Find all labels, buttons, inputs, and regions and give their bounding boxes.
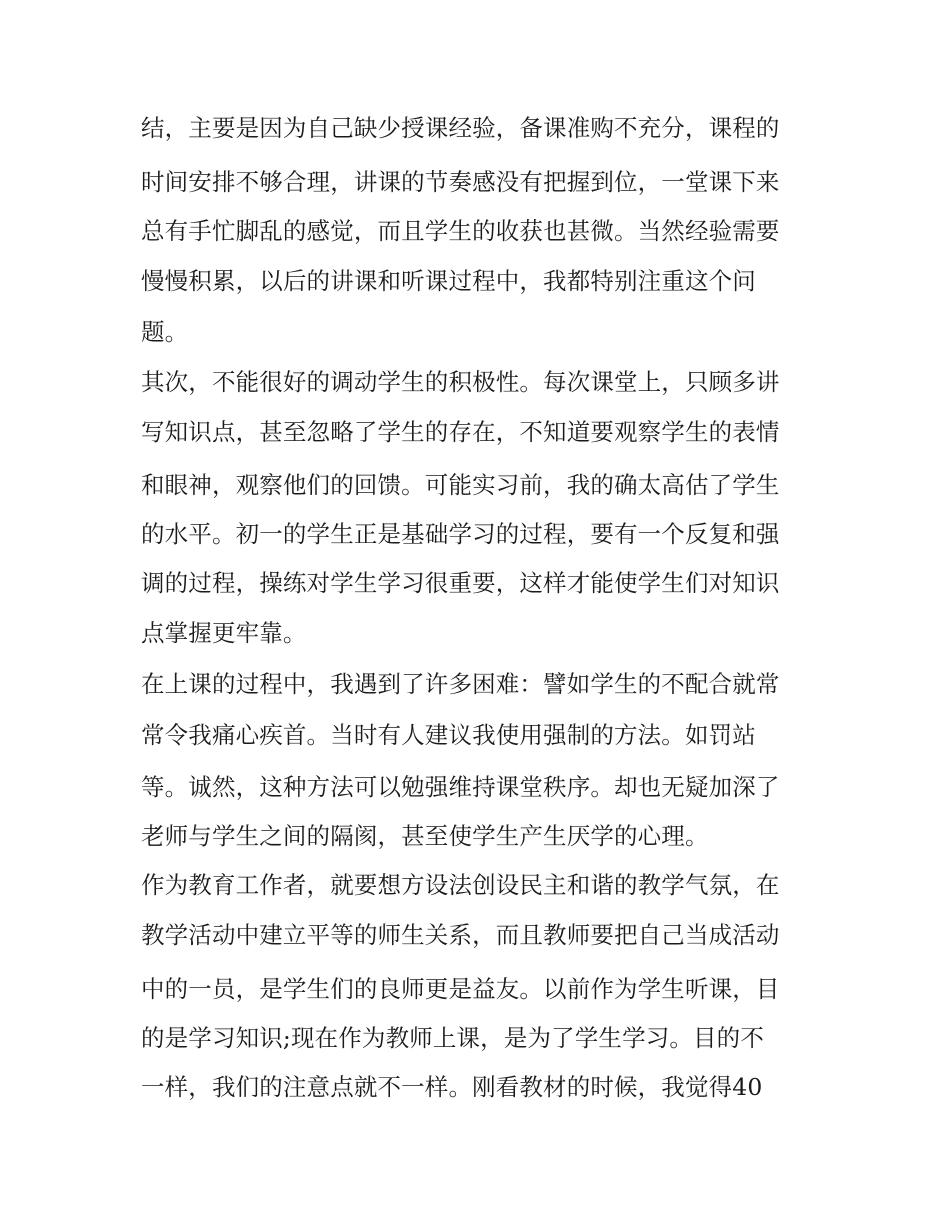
- text-line: 教学活动中建立平等的师生关系，而且教师要把自己当成活动: [141, 921, 780, 949]
- text-line: 老师与学生之间的隔阂，甚至使学生产生厌学的心理。: [141, 822, 709, 850]
- text-line: 一样，我们的注意点就不一样。刚看教材的时候，我觉得40: [141, 1073, 763, 1101]
- text-line: 调的过程，操练对学生学习很重要，这样才能使学生们对知识: [141, 569, 780, 597]
- text-line: 和眼神，观察他们的回馈。可能实习前，我的确太高估了学生: [141, 471, 780, 499]
- text-line: 中的一员，是学生们的良师更是益友。以前作为学生听课，目: [141, 975, 780, 1003]
- text-line: 等。诚然，这种方法可以勉强维持课堂秩序。却也无疑加深了: [141, 773, 780, 801]
- text-line: 写知识点，甚至忽略了学生的存在，不知道要观察学生的表情: [141, 418, 780, 446]
- text-line: 慢慢积累，以后的讲课和听课过程中，我都特别注重这个问: [141, 267, 756, 295]
- text-line: 总有手忙脚乱的感觉，而且学生的收获也甚微。当然经验需要: [141, 217, 780, 245]
- text-line: 结，主要是因为自己缺少授课经验，备课准购不充分，课程的: [141, 114, 780, 142]
- text-line: 其次，不能很好的调动学生的积极性。每次课堂上，只顾多讲: [141, 368, 780, 396]
- text-line: 在上课的过程中，我遇到了许多困难：譬如学生的不配合就常: [141, 670, 780, 698]
- text-line: 时间安排不够合理，讲课的节奏感没有把握到位，一堂课下来: [141, 168, 780, 196]
- text-line: 的水平。初一的学生正是基础学习的过程，要有一个反复和强: [141, 520, 780, 548]
- text-line: 题。: [141, 318, 189, 346]
- text-line: 点掌握更牢靠。: [141, 619, 307, 647]
- text-line: 的是学习知识;现在作为教师上课，是为了学生学习。目的不: [141, 1024, 764, 1052]
- text-line: 常令我痛心疾首。当时有人建议我使用强制的方法。如罚站: [141, 721, 756, 749]
- text-line: 作为教育工作者，就要想方设法创设民主和谐的教学气氛，在: [141, 871, 780, 899]
